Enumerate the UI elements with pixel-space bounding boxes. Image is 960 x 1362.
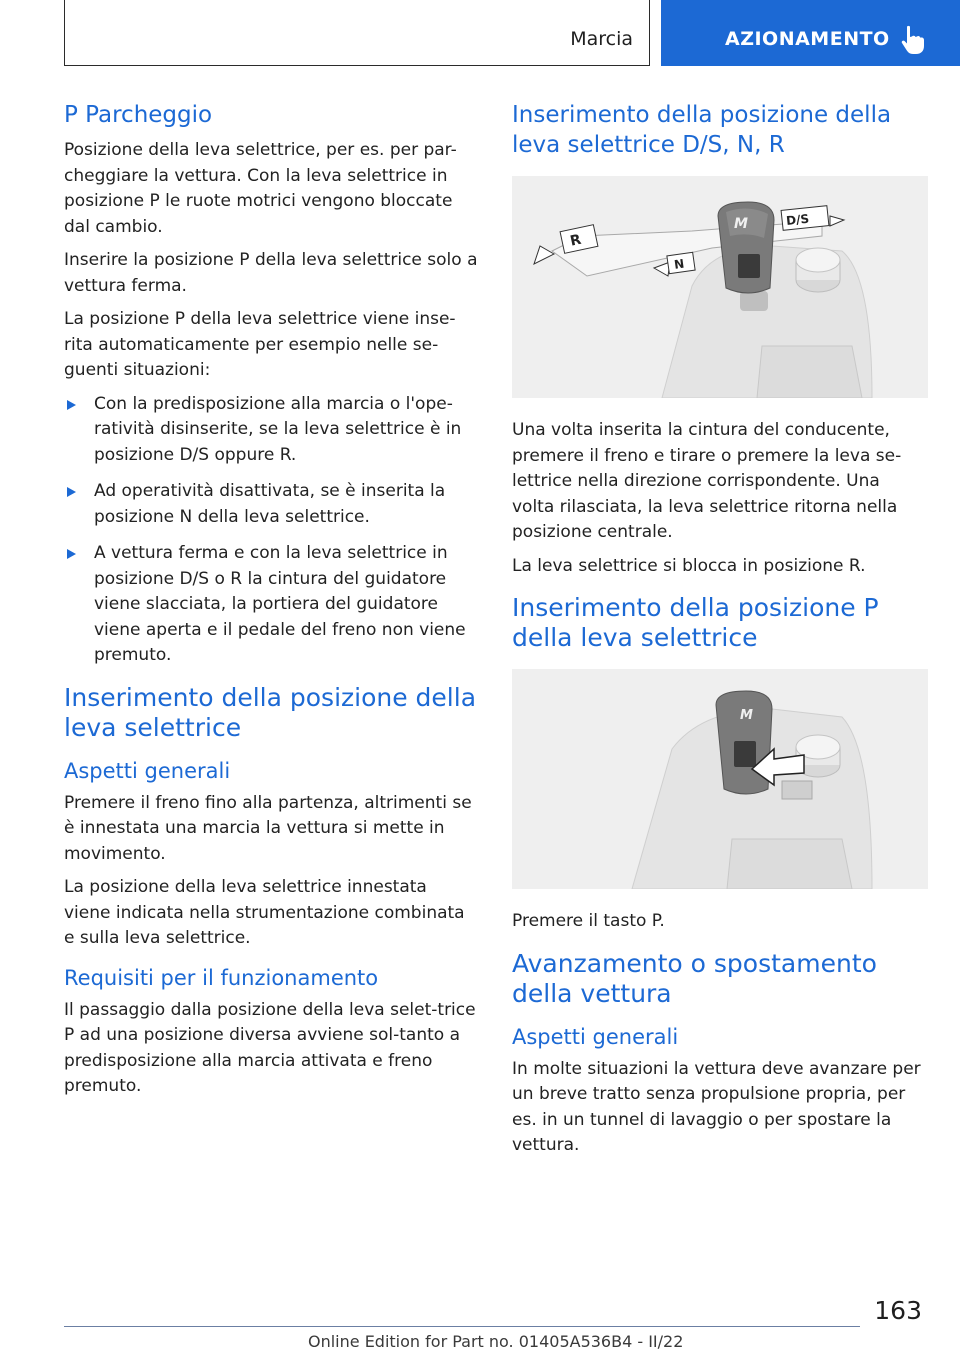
footer-divider <box>64 1326 860 1327</box>
header-section-title: Marcia <box>570 28 633 50</box>
fig1-logo-m: M <box>734 216 748 232</box>
right-column <box>512 100 926 1167</box>
dsnr-title: Inserimento della posizione della leva selettrice D/S, N, R <box>512 102 892 158</box>
header-chapter-box <box>661 0 960 66</box>
list-item-text: Ad operatività disattivata, se è inserita la posizione N della leva selettrice. <box>94 481 446 527</box>
fig1-label-n: N <box>673 256 686 272</box>
dsnr-paragraph-1: Una volta inserita la cintura del conducente, premere il freno e tirare o premere la leva se-lettrice nella direzione corrispondente. Una volta rilasciata, la leva selettrice ritorna nella posizione centrale. <box>512 420 902 542</box>
fig1-label-ds: D/S <box>785 211 810 228</box>
p-position-paragraph: Premere il tasto P. <box>512 911 665 931</box>
header-chapter-title: AZIONAMENTO <box>725 28 890 50</box>
roll-general-title: Aspetti generali <box>512 1024 679 1049</box>
general-title: Aspetti generali <box>64 758 231 783</box>
list-item <box>64 541 478 669</box>
footer-edition: Online Edition for Part no. 01405A536B4 - II/22 <box>308 1332 684 1351</box>
list-item-text: A vettura ferma e con la leva selettrice in posizione D/S o R la cintura del guidatore viene slacciata, la portiera del guidatore viene aperta e il pedale del freno non viene premuto. <box>94 543 466 665</box>
bullet-triangle-icon <box>67 549 76 559</box>
park-paragraph-3: La posizione P della leva selettrice viene inse-rita automaticamente per esempio nelle se-guenti situazioni: <box>64 309 456 380</box>
page-number: 163 <box>874 1296 922 1325</box>
requirements-paragraph: Il passaggio dalla posizione della leva selet-trice P ad una posizione diversa avviene sol-tanto a predisposizione alla marcia attivata e freno premuto. <box>64 999 476 1096</box>
pointing-hand-icon <box>899 25 927 55</box>
left-column <box>64 100 478 1108</box>
bullet-triangle-icon <box>67 487 76 497</box>
fig1-label-r: R <box>568 231 583 250</box>
park-title: P Parcheggio <box>64 102 213 128</box>
list-item-text: Con la predisposizione alla marcia o l'ope-ratività disinserite, se la leva selettrice è in posizione D/S oppure R. <box>94 393 462 465</box>
bullet-triangle-icon <box>67 400 76 410</box>
gear-selector-illustration <box>512 176 928 398</box>
requirements-title: Requisiti per il funzionamento <box>64 965 379 990</box>
list-item <box>64 479 478 530</box>
general-paragraph-1: Premere il freno fino alla partenza, altrimenti se è innestata una marcia la vettura si mette in movimento. <box>64 792 472 864</box>
dsnr-paragraph-2: La leva selettrice si blocca in posizione R. <box>512 555 866 576</box>
engage-title: Inserimento della posizione della leva selettrice <box>64 682 477 742</box>
fig2-logo-m: M <box>740 708 753 723</box>
roll-paragraph: In molte situazioni la vettura deve avanzare per un breve tratto senza propulsione propria, per es. in un tunnel di lavaggio o per spostare la vettura. <box>512 1058 921 1155</box>
general-paragraph-2: La posizione della leva selettrice innestata viene indicata nella strumentazione combinata e sulla leva selettrice. <box>64 877 465 948</box>
p-position-title: Inserimento della posizione P della leva selettrice <box>512 593 879 652</box>
park-bullet-list <box>64 392 478 669</box>
park-paragraph-1: Posizione della leva selettrice, per es. per par-cheggiare la vettura. Con la leva selettrice in posizione P le ruote motrici vengono bloccate dal cambio. <box>64 140 457 237</box>
park-paragraph-2: Inserire la posizione P della leva selettrice solo a vettura ferma. <box>64 250 478 296</box>
park-button-illustration <box>512 669 928 889</box>
roll-title: Avanzamento o spostamento della vettura <box>512 948 877 1008</box>
list-item <box>64 392 478 469</box>
header-section-box <box>64 0 650 66</box>
